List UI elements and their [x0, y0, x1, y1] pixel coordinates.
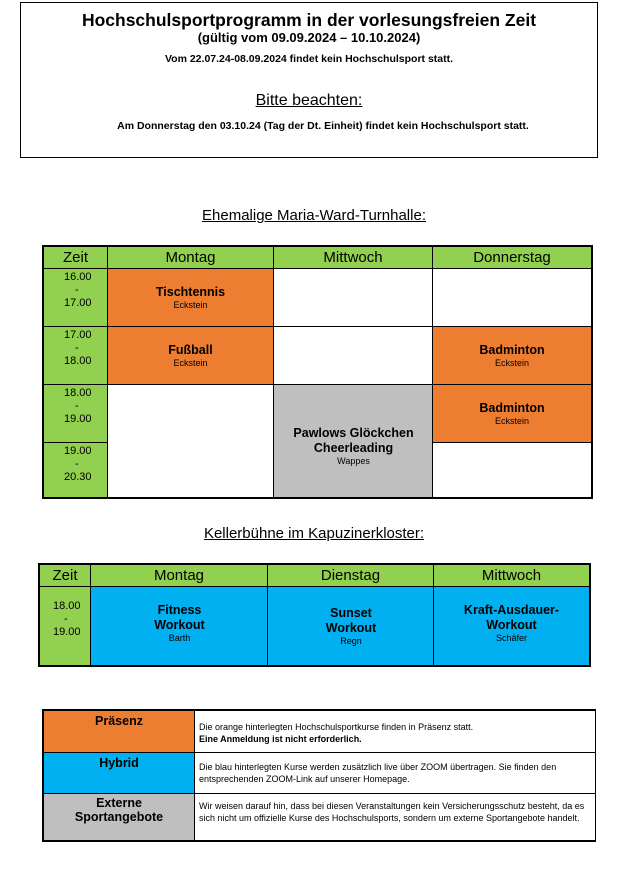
empty-slot: [107, 384, 275, 499]
course-trainer: Schäfer: [495, 633, 528, 643]
empty-slot: [432, 442, 593, 499]
gym-header-zeit: Zeit: [42, 245, 109, 270]
legend-hybrid-text: Die blau hinterlegten Kurse werden zusätzlich live über ZOOM übertragen. Sie finden den entsprechenden ZOOM-Link auf unserer Homepage.: [194, 752, 596, 795]
cellar-section-title: Kellerbühne im Kapuzinerkloster:: [203, 525, 425, 542]
legend-description-bold: Eine Anmeldung ist nicht erforderlich.: [199, 733, 362, 744]
empty-slot: [273, 268, 434, 328]
gym-header-donnerstag: Donnerstag: [432, 245, 593, 270]
cellar-header-dienstag: Dienstag: [267, 563, 435, 588]
attention-heading: [21, 92, 597, 110]
attention-text: Bitte beachten:: [255, 92, 363, 109]
time-separator: -: [75, 284, 79, 296]
course-sunset-workout: [267, 586, 435, 667]
gym-time-slot: [42, 384, 109, 444]
time-separator: -: [75, 458, 79, 470]
page-title: Hochschulsportprogramm in der vorlesungsfreien Zeit: [81, 10, 537, 30]
time-end: 18.00: [64, 355, 92, 367]
time-start: 16.00: [64, 271, 92, 283]
course-name: Tischtennis: [155, 285, 226, 299]
no-sport-notice: Vom 22.07.24-08.09.2024 findet kein Hochschulsport statt.: [164, 53, 454, 65]
course-cheerleading: [273, 384, 434, 499]
course-name: Badminton: [479, 343, 545, 357]
course-badminton: [432, 326, 593, 386]
legend-hybrid-label: Hybrid: [42, 752, 196, 795]
time-start: 18.00: [53, 600, 81, 612]
time-separator: -: [75, 342, 79, 354]
empty-slot: [273, 326, 434, 386]
legend-extern-label: Externe Sportangebote: [42, 793, 196, 842]
gym-header-mittwoch: Mittwoch: [273, 245, 434, 270]
course-name: Badminton: [479, 401, 545, 415]
gym-time-slot: [42, 326, 109, 386]
gym-time-slot: [42, 442, 109, 499]
gym-time-slot: [42, 268, 109, 328]
course-trainer: Wappes: [337, 455, 370, 466]
course-fussball: [107, 326, 275, 386]
time-end: 19.00: [53, 626, 81, 638]
gym-header-montag: Montag: [107, 245, 275, 270]
time-start: 18.00: [64, 387, 92, 399]
validity-period: (gültig vom 09.09.2024 – 10.10.2024): [197, 30, 421, 45]
course-badminton: [432, 384, 593, 444]
course-fitness-workout: [90, 586, 269, 667]
course-kraft-ausdauer-workout: [433, 586, 591, 667]
cellar-time-slot: [38, 586, 92, 667]
time-end: 19.00: [64, 413, 92, 425]
course-tischtennis: [107, 268, 275, 328]
info-box: [20, 2, 598, 158]
time-start: 19.00: [64, 445, 92, 457]
time-end: 17.00: [64, 297, 92, 309]
course-trainer: Eckstein: [494, 358, 529, 368]
cellar-header-montag: Montag: [90, 563, 269, 588]
cellar-header-zeit: Zeit: [38, 563, 92, 588]
time-end: 20.30: [64, 471, 92, 483]
time-separator: -: [75, 400, 79, 412]
time-separator: -: [64, 613, 68, 625]
cellar-header-mittwoch: Mittwoch: [433, 563, 591, 588]
course-name: Sunset Workout: [325, 606, 377, 635]
course-trainer: Regn: [340, 636, 362, 646]
holiday-notice: Am Donnerstag den 03.10.24 (Tag der Dt. Einheit) findet kein Hochschulsport statt.: [117, 120, 529, 132]
course-name: Fußball: [168, 343, 213, 357]
course-trainer: Eckstein: [173, 300, 208, 310]
course-name: Pawlows Glöckchen Cheerleading: [293, 425, 414, 455]
gym-section-title: Ehemalige Maria-Ward-Turnhalle:: [202, 207, 426, 224]
empty-slot: [432, 268, 593, 328]
legend-praesenz-text: [194, 709, 596, 754]
course-trainer: Barth: [168, 633, 191, 643]
course-name: Kraft-Ausdauer-Workout: [463, 603, 560, 632]
time-start: 17.00: [64, 329, 92, 341]
legend-description: Die orange hinterlegten Hochschulsportkurse finden in Präsenz statt.: [199, 722, 474, 732]
course-trainer: Eckstein: [173, 358, 208, 368]
course-trainer: Eckstein: [494, 416, 529, 426]
course-name: Fitness Workout: [154, 603, 205, 632]
legend-praesenz-label: Präsenz: [42, 709, 196, 754]
legend-extern-text: Wir weisen darauf hin, dass bei diesen Veranstaltungen kein Versicherungsschutz besteht, da es sich nicht um offizielle Kurse des Hochschulsports, sondern um externe Sportangebote handelt.: [194, 793, 596, 842]
